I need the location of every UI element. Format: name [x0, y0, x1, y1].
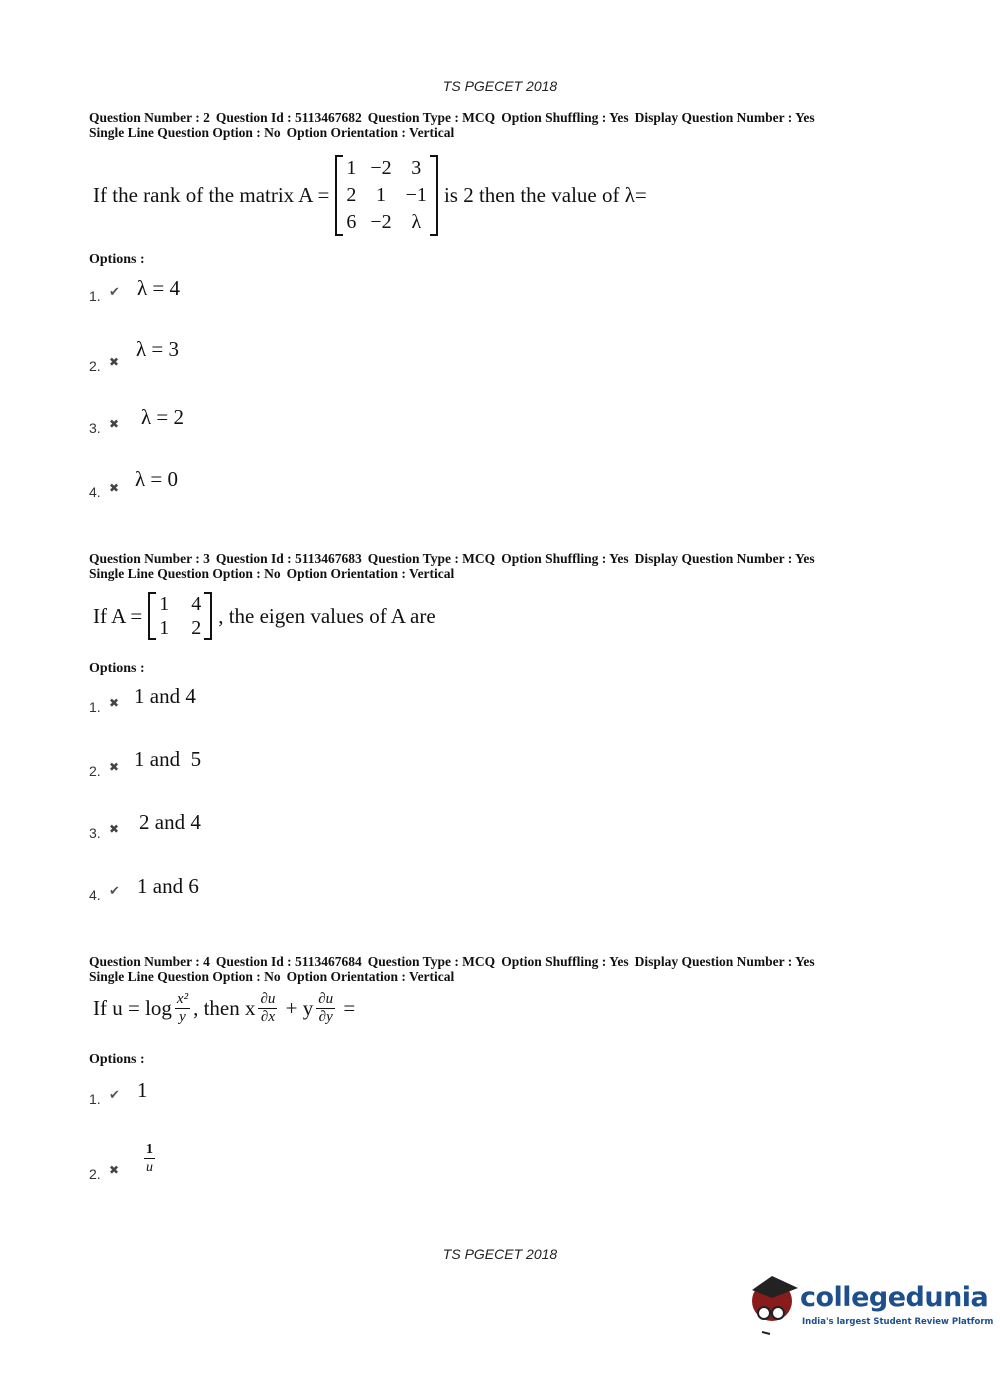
option-text: λ = 0: [135, 467, 179, 491]
option-number: 1.: [89, 1091, 101, 1107]
option-number: 3.: [89, 825, 101, 841]
options-label: Options :: [89, 661, 145, 676]
option-text: λ = 2: [141, 405, 185, 429]
option-text: 1 and 6: [137, 874, 199, 898]
check-icon: ✔: [109, 1088, 120, 1103]
option-text: 1 and 4: [134, 684, 196, 708]
question-text: If A = 1 4 1 2 , the eigen values of A are: [93, 593, 436, 639]
option-number: 2.: [89, 1166, 101, 1182]
fraction: $\frac{1}{u}$: [146, 1142, 153, 1175]
option-text: λ = 4: [137, 276, 181, 300]
option-number: 1.: [89, 699, 101, 715]
brand-name: collegedunia: [800, 1282, 989, 1313]
option-number: 1.: [89, 288, 101, 304]
cross-icon: ✖: [109, 696, 120, 710]
page-header: TS PGECET 2018: [442, 78, 558, 94]
page-footer: TS PGECET 2018: [442, 1246, 558, 1262]
matrix: 1 −2 3 2 1 −1 6 −2 λ: [335, 155, 438, 236]
question-meta: Question Number : 2 Question Id : 5113467682 Question Type : MCQ Option Shuffling : Yes Display Question Number : Yes Single Line Question Option : No Option Orientation : Vertical: [89, 110, 815, 140]
matrix: 1 4 1 2: [148, 592, 212, 640]
cross-icon: ✖: [109, 355, 120, 369]
option-number: 4.: [89, 484, 101, 500]
option-text: 1 and 5: [134, 747, 202, 771]
option-number: 4.: [89, 887, 101, 903]
fraction: $\frac{\partial u}{\partial y}$: [318, 991, 334, 1025]
cross-icon: ✖: [109, 760, 120, 774]
options-label: Options :: [89, 252, 145, 267]
brand-tagline: India's largest Student Review Platform: [802, 1317, 994, 1327]
question-meta: Question Number : 3 Question Id : 5113467683 Question Type : MCQ Option Shuffling : Yes Display Question Number : Yes Single Line Question Option : No Option Orientation : Vertical: [89, 551, 815, 581]
check-icon: ✔: [109, 285, 120, 300]
question-text: If u = log $\frac{\text{x²}}{y}$ , then x $\frac{\partial u}{\partial x}$ + y $\frac{\partial u}{\partial y}$ =: [93, 991, 356, 1025]
options-label: Options :: [89, 1052, 145, 1067]
cross-icon: ✖: [109, 481, 120, 495]
cross-icon: ✖: [109, 1163, 120, 1177]
option-text: λ = 3: [136, 337, 180, 361]
option-text: [141, 1134, 158, 1176]
option-number: 3.: [89, 420, 101, 436]
option-number: 2.: [89, 763, 101, 779]
cross-icon: ✖: [109, 417, 120, 431]
option-text: 1: [137, 1078, 148, 1102]
option-number: 2.: [89, 358, 101, 374]
fraction: $\frac{\partial u}{\partial x}$: [260, 991, 276, 1025]
cross-icon: ✖: [109, 822, 120, 836]
option-text: 2 and 4: [139, 810, 201, 834]
check-icon: ✔: [109, 884, 120, 899]
question-meta: Question Number : 4 Question Id : 5113467684 Question Type : MCQ Option Shuffling : Yes Display Question Number : Yes Single Line Question Option : No Option Orientation : Vertical: [89, 954, 815, 984]
question-text: If the rank of the matrix A = 1 −2 3 2 1 −1 6 −2 λ is 2 then the value of λ=: [93, 155, 647, 236]
fraction: $\frac{\text{x²}}{y}$: [176, 991, 189, 1025]
